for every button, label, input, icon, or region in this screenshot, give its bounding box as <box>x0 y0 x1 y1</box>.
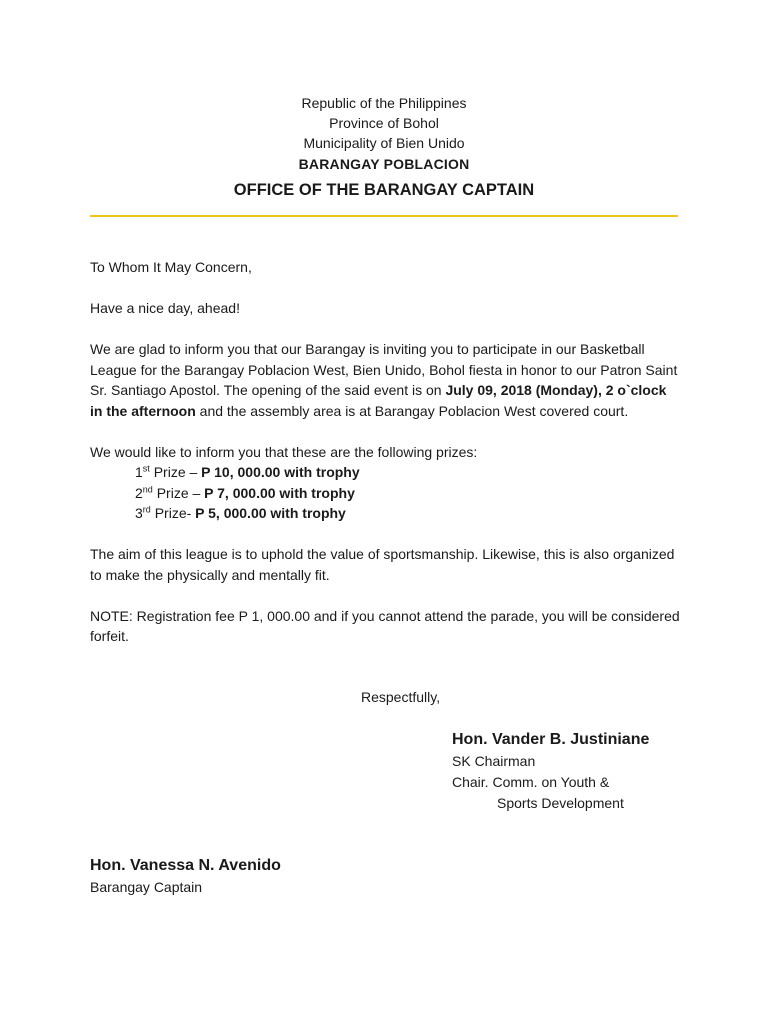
closing: Respectfully, <box>361 689 441 705</box>
prize-amount: P 5, 000.00 with trophy <box>195 505 346 521</box>
invitation-text: We are glad to inform you that our Barangay is inviting you to participate in our Basketball League for the Barangay Poblacion West, Bien Unido, Bohol fiesta in honor to our Patron Saint Sr. Santiago Apostol. The opening of the said event is on <box>90 341 678 398</box>
signature-block-sk-chairman <box>452 729 649 814</box>
office-title: OFFICE OF THE BARANGAY CAPTAIN <box>233 181 535 199</box>
prize-amount: P 10, 000.00 with trophy <box>201 464 360 480</box>
signatory-name: Hon. Vander B. Justiniane <box>452 731 650 748</box>
note-paragraph: NOTE: Registration fee P 1, 000.00 and if you cannot attend the parade, you will be considered forfeit. <box>90 607 680 644</box>
prize-ordinal: st <box>142 463 150 474</box>
letter-body <box>90 257 680 667</box>
prize-label: Prize- <box>150 505 196 521</box>
event-schedule: July 09, 2018 (Monday), 2 o`clock in the afternoon <box>90 382 667 419</box>
signatory-title: Chair. Comm. on Youth & <box>452 774 610 790</box>
aim-paragraph: The aim of this league is to uphold the value of sportsmanship. Likewise, this is also organized to make the physically and mentally fit. <box>90 546 675 583</box>
prize-number: 2 <box>135 484 143 501</box>
letterhead <box>0 93 768 203</box>
prize-ordinal: nd <box>142 483 153 494</box>
prize-amount: P 7, 000.00 with trophy <box>204 484 355 501</box>
signatory-title: SK Chairman <box>452 753 536 769</box>
invitation-text-end: and the assembly area is at Barangay Poblacion West covered court. <box>195 402 629 419</box>
signatory-title: Sports Development <box>497 795 624 811</box>
invitation-paragraph <box>90 339 680 421</box>
signature-block-barangay-captain <box>90 855 281 898</box>
prize-ordinal: rd <box>142 504 151 515</box>
barangay-line: BARANGAY POBLACION <box>298 156 470 172</box>
prize-item <box>90 503 680 524</box>
prize-item <box>90 483 680 504</box>
prize-label: Prize – <box>149 464 202 480</box>
prizes-section <box>90 442 680 524</box>
prizes-intro: We would like to inform you that these are the following prizes: <box>90 443 478 460</box>
greeting: Have a nice day, ahead! <box>90 300 240 316</box>
prize-number: 3 <box>135 505 143 521</box>
header-divider <box>90 215 678 217</box>
province-line: Province of Bohol <box>329 115 439 131</box>
prize-label: Prize – <box>152 484 205 501</box>
salutation: To Whom It May Concern, <box>90 259 252 275</box>
prize-item <box>90 462 680 483</box>
republic-line: Republic of the Philippines <box>301 95 467 111</box>
municipality-line: Municipality of Bien Unido <box>303 135 465 151</box>
signatory-name: Hon. Vanessa N. Avenido <box>90 857 281 874</box>
prize-number: 1 <box>135 464 143 480</box>
signatory-title: Barangay Captain <box>90 879 203 895</box>
